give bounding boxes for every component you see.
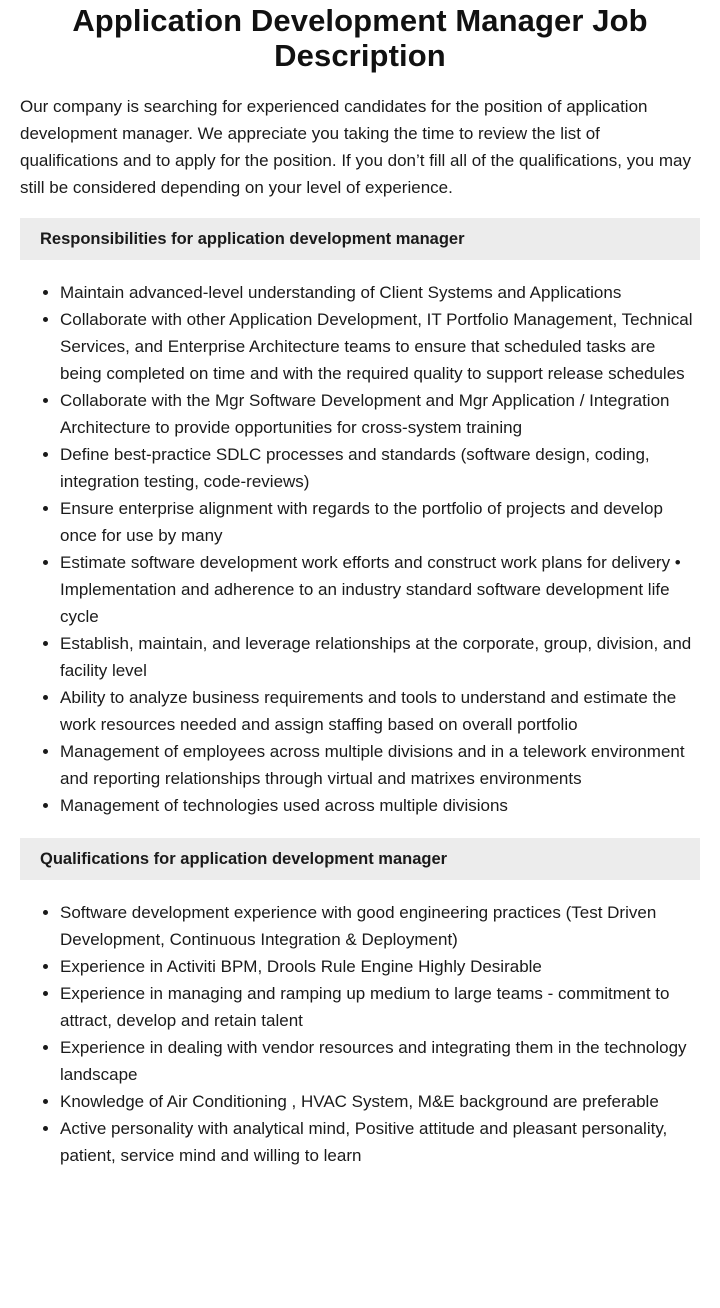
list-item: • Collaborate with the Mgr Software Development and Mgr Application / Integration Architecture to provide opportunities for cross-system training [60,387,700,441]
list-item: • Active personality with analytical mind, Positive attitude and pleasant personality, patient, service mind and willing to learn [60,1115,700,1169]
list-item: • Establish, maintain, and leverage relationships at the corporate, group, division, and facility level [60,630,700,684]
list-item: • Ensure enterprise alignment with regards to the portfolio of projects and develop once for use by many [60,495,700,549]
list-item: • Estimate software development work efforts and construct work plans for delivery • Implementation and adherence to an industry standard software development life cycle [60,549,700,630]
page-title: Application Development Manager Job Description [72,3,648,73]
list-item: • Maintain advanced-level understanding of Client Systems and Applications [60,279,700,306]
list-item: • Experience in dealing with vendor resources and integrating them in the technology landscape [60,1034,700,1088]
qualifications-heading: Qualifications for application development manager [20,838,700,880]
responsibilities-list [20,279,700,819]
intro-paragraph: Our company is searching for experienced candidates for the position of application development manager. We appreciate you taking the time to review the list of qualifications and to apply for the position. If you don’t fill all of the qualifications, you may still be considered depending on your level of experience. [20,97,691,197]
list-item: • Software development experience with good engineering practices (Test Driven Development, Continuous Integration & Deployment) [60,899,700,953]
list-item: • Define best-practice SDLC processes and standards (software design, coding, integration testing, code-reviews) [60,441,700,495]
list-item: • Management of technologies used across multiple divisions [60,792,700,819]
responsibilities-heading: Responsibilities for application development manager [20,218,700,260]
qualifications-list [20,899,700,1169]
list-item: • Ability to analyze business requirements and tools to understand and estimate the work resources needed and assign staffing based on overall portfolio [60,684,700,738]
list-item: • Collaborate with other Application Development, IT Portfolio Management, Technical Services, and Enterprise Architecture teams to ensure that scheduled tasks are being completed on time and with the required quality to support release schedules [60,306,700,387]
list-item: • Experience in Activiti BPM, Drools Rule Engine Highly Desirable [60,953,700,980]
list-item: • Experience in managing and ramping up medium to large teams - commitment to attract, develop and retain talent [60,980,700,1034]
list-item: • Management of employees across multiple divisions and in a telework environment and reporting relationships through virtual and matrixes environments [60,738,700,792]
list-item: • Knowledge of Air Conditioning , HVAC System, M&E background are preferable [60,1088,700,1115]
